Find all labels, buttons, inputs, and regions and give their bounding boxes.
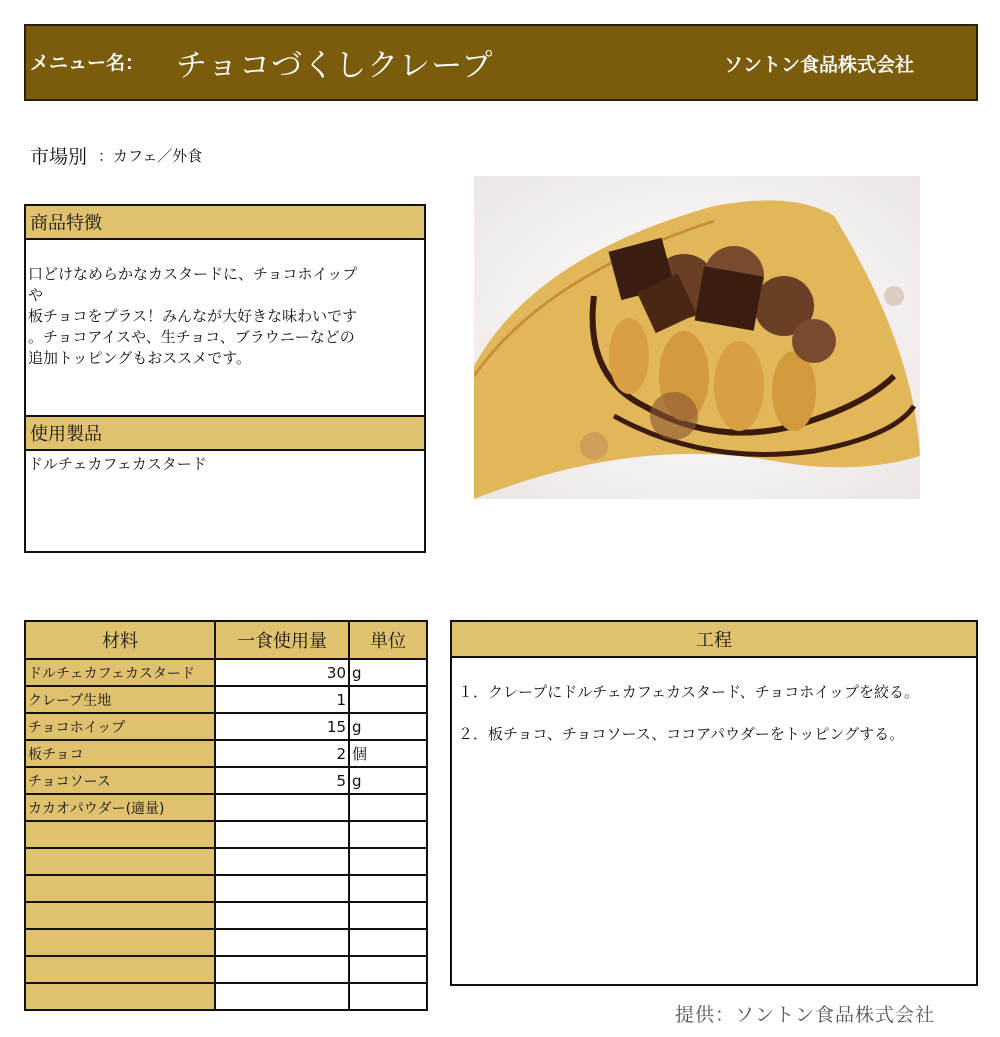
info-box: [24, 204, 426, 553]
process-box: [450, 620, 978, 986]
ingredient-name: [25, 983, 215, 1010]
ingredient-unit: [349, 821, 427, 848]
ingredient-name: チョコソース: [25, 767, 215, 794]
ingredient-amount: [215, 956, 349, 983]
ingredient-unit: [349, 875, 427, 902]
ingredient-unit: [349, 929, 427, 956]
process-header: 工程: [452, 622, 976, 658]
features-text: 口どけなめらかなカスタードに、チョコホイップ や 板チョコをプラス！みんなが大好きな味わいです 。チョコアイスや、生チョコ、ブラウニーなどの 追加トッピングもおススメです。: [28, 265, 358, 367]
ingredient-amount: 5: [215, 767, 349, 794]
table-row: [25, 659, 427, 686]
table-row: [25, 713, 427, 740]
ingredient-amount: [215, 902, 349, 929]
ingredient-amount: [215, 875, 349, 902]
crepe-photo: [474, 176, 920, 499]
market-value: ：カフェ／外食: [98, 147, 203, 165]
products-text: ドルチェカフェカスタード: [28, 455, 207, 473]
ingredient-amount: [215, 848, 349, 875]
ingredients-table: [24, 620, 428, 1011]
ingredient-name: [25, 929, 215, 956]
ingredient-unit: g: [349, 713, 427, 740]
products-header: 使用製品: [26, 415, 424, 451]
footer-credit: 提供：ソントン食品株式会社: [675, 1004, 936, 1026]
ingredient-name: クレープ生地: [25, 686, 215, 713]
ingredient-amount: [215, 794, 349, 821]
ingredient-name: [25, 902, 215, 929]
table-row: [25, 794, 427, 821]
ingredient-unit: [349, 902, 427, 929]
process-step-1: １．クレープにドルチェカフェカスタード、チョコホイップを絞る。: [458, 683, 919, 701]
col-header-unit: 単位: [349, 621, 427, 659]
ingredient-name: [25, 875, 215, 902]
market-label: 市場別: [30, 146, 88, 168]
table-row: [25, 983, 427, 1010]
table-row: [25, 875, 427, 902]
ingredient-amount: 15: [215, 713, 349, 740]
ingredient-name: チョコホイップ: [25, 713, 215, 740]
table-row: [25, 821, 427, 848]
ingredient-amount: [215, 983, 349, 1010]
table-row: [25, 929, 427, 956]
process-step-2: ２．板チョコ、チョコソース、ココアパウダーをトッピングする。: [458, 725, 905, 743]
ingredient-unit: g: [349, 767, 427, 794]
menu-name-label: メニュー名：: [30, 52, 145, 74]
ingredient-amount: 1: [215, 686, 349, 713]
ingredient-unit: g: [349, 659, 427, 686]
ingredient-name: [25, 848, 215, 875]
ingredient-amount: [215, 821, 349, 848]
ingredient-amount: 2: [215, 740, 349, 767]
col-header-ingredient: 材料: [25, 621, 215, 659]
ingredient-unit: 個: [349, 740, 427, 767]
col-header-amount: 一食使用量: [215, 621, 349, 659]
table-row: [25, 686, 427, 713]
ingredient-name: カカオパウダー(適量): [25, 794, 215, 821]
menu-title: チョコづくしクレープ: [176, 48, 494, 84]
ingredient-amount: 30: [215, 659, 349, 686]
ingredient-unit: [349, 794, 427, 821]
ingredient-unit: [349, 686, 427, 713]
table-row: [25, 767, 427, 794]
table-row: [25, 848, 427, 875]
table-row: [25, 740, 427, 767]
table-row: [25, 902, 427, 929]
ingredient-unit: [349, 956, 427, 983]
ingredient-amount: [215, 929, 349, 956]
company-name: ソントン食品株式会社: [724, 54, 915, 76]
ingredient-name: 板チョコ: [25, 740, 215, 767]
ingredient-unit: [349, 848, 427, 875]
ingredient-name: ドルチェカフェカスタード: [25, 659, 215, 686]
features-header: 商品特徴: [26, 206, 424, 240]
ingredient-name: [25, 821, 215, 848]
ingredient-name: [25, 956, 215, 983]
ingredient-unit: [349, 983, 427, 1010]
table-row: [25, 956, 427, 983]
